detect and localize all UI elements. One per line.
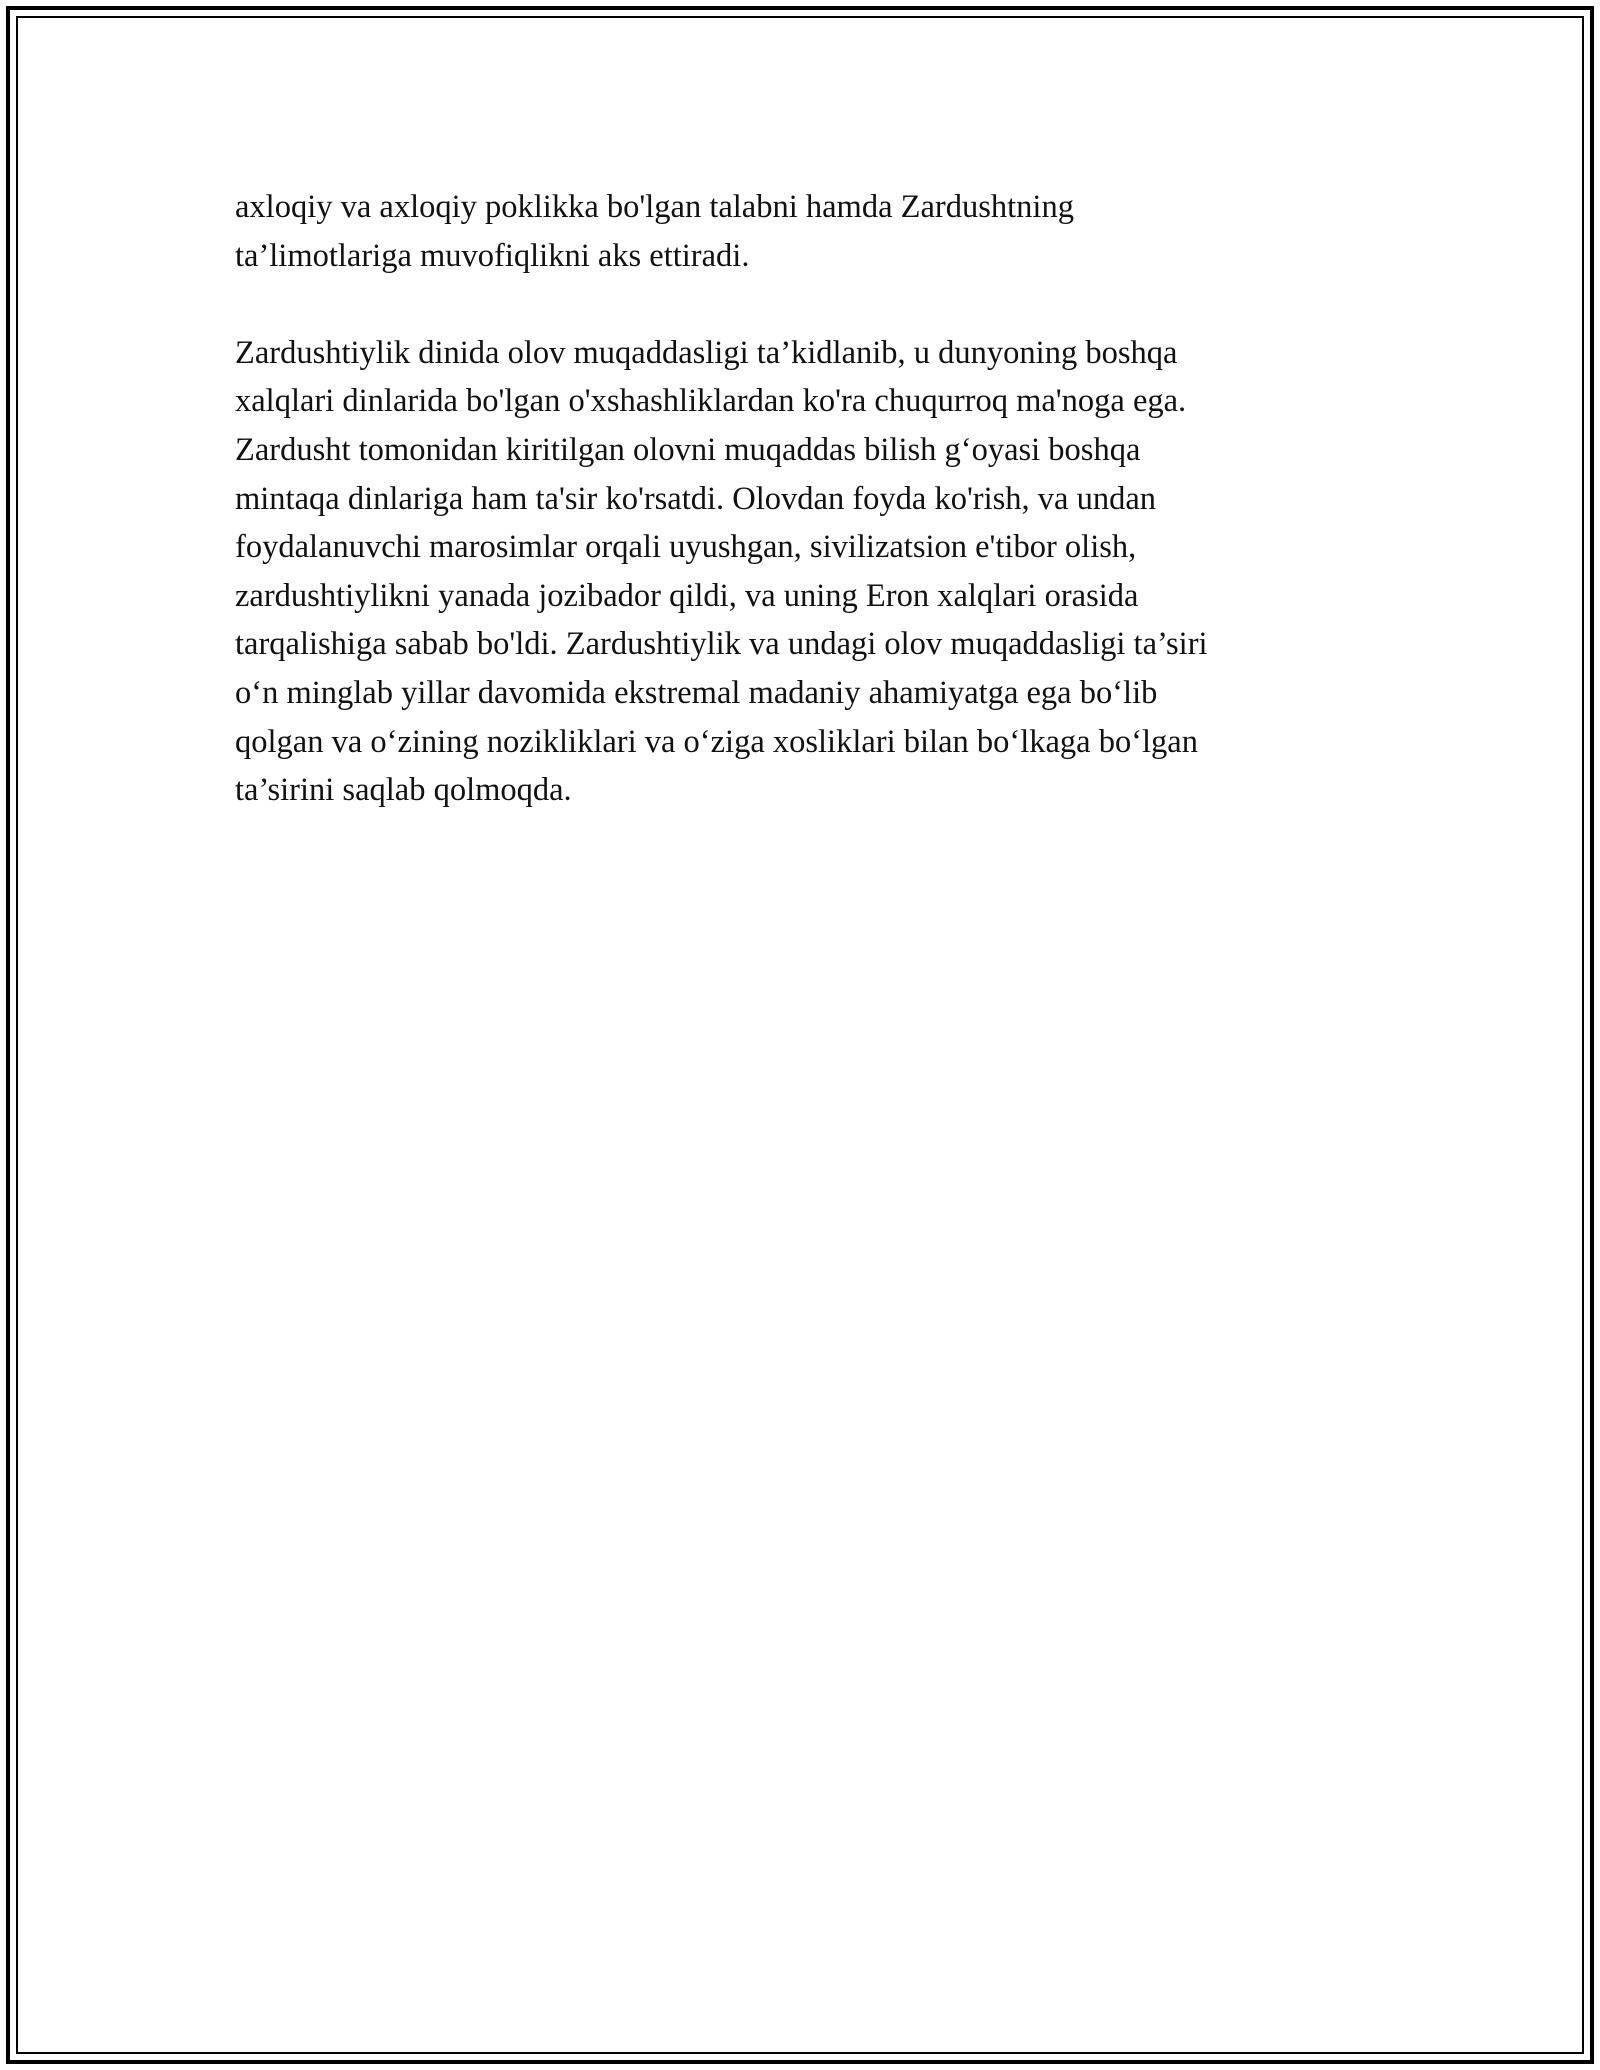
text-line: xalqlari dinlarida bo'lgan o'xshashliklardan ko'ra chuqurroq ma'noga ega. (235, 383, 1187, 420)
text-line: axloqiy va axloqiy poklikka bo'lgan talabni hamda Zardushtning (235, 189, 1074, 225)
text-line: o‘n minglab yillar davomida ekstremal madaniy ahamiyatga ega bo‘lib (235, 674, 1158, 711)
text-line: Zardusht tomonidan kiritilgan olovni muqaddas bilish g‘oyasi boshqa (235, 431, 1141, 468)
paragraph-continuation (235, 183, 1365, 280)
text-line: ta’sirini saqlab qolmoqda. (235, 772, 572, 809)
paragraph-fire-sanctity (235, 329, 1365, 815)
text-line: zardushtiylikni yanada jozibador qildi, va uning Eron xalqlari orasida (235, 577, 1139, 614)
text-line: Zardushtiylik dinida olov muqaddasligi ta’kidlanib, u dunyoning boshqa (235, 334, 1178, 371)
document-body (235, 183, 1365, 815)
text-line: qolgan va o‘zining nozikliklari va o‘ziga xosliklari bilan bo‘lkaga bo‘lgan (235, 723, 1198, 760)
text-line: ta’limotlariga muvofiqlikni aks ettiradi. (235, 237, 750, 274)
text-line: foydalanuvchi marosimlar orqali uyushgan, sivilizatsion e'tibor olish, (235, 529, 1137, 566)
text-line: mintaqa dinlariga ham ta'sir ko'rsatdi. Olovdan foyda ko'rish, va undan (235, 480, 1157, 517)
text-line: tarqalishiga sabab bo'ldi. Zardushtiylik va undagi olov muqaddasligi ta’siri (235, 626, 1208, 663)
